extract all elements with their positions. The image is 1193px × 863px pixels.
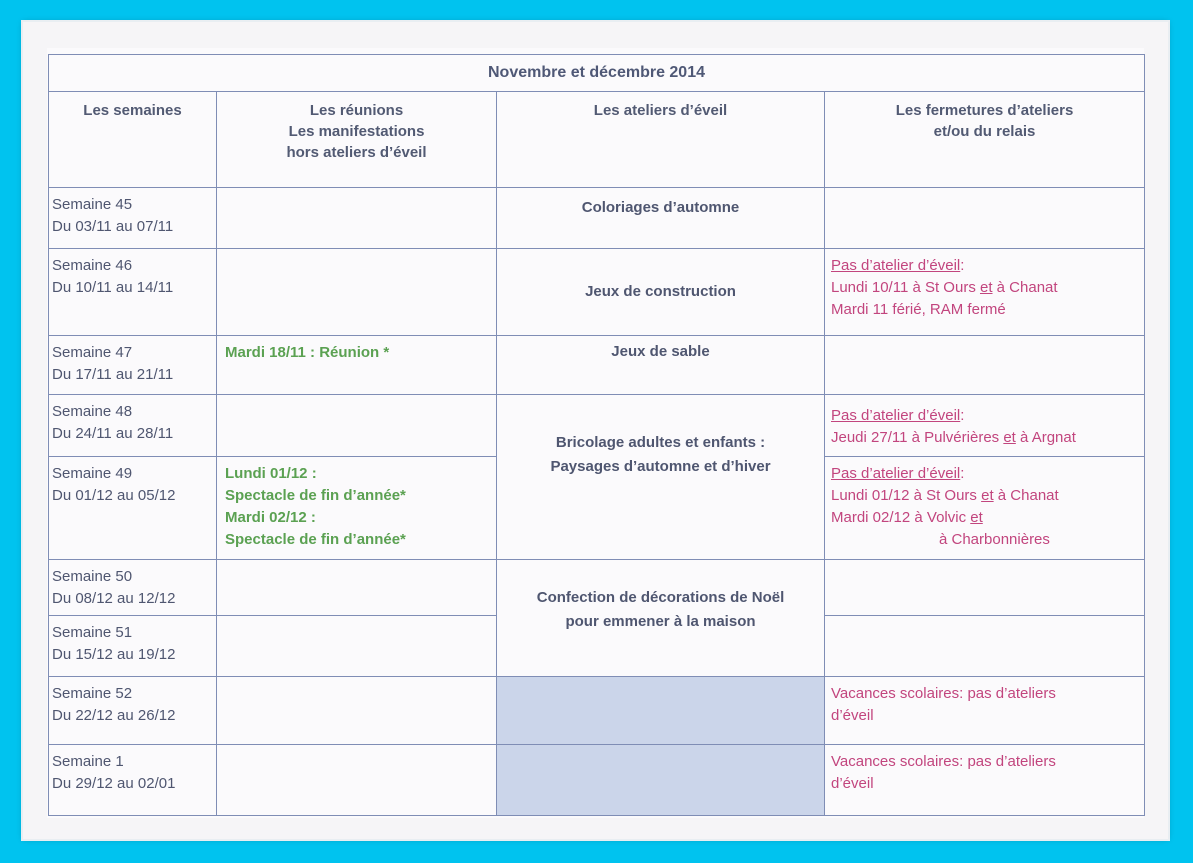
table-row <box>49 676 1145 745</box>
meeting-cell <box>217 188 497 248</box>
meeting-cell <box>217 248 497 336</box>
closure-cell: Vacances scolaires: pas d’ateliers d’éveil <box>825 676 1145 745</box>
closure-cell: Pas d’atelier d’éveil: Lundi 01/12 à St Ours et à Chanat Mardi 02/12 à Volvic et à Charbonnières <box>825 457 1145 560</box>
closure-cell: Pas d’atelier d’éveil: Jeudi 27/11 à Pulvérières et à Argnat <box>825 394 1145 456</box>
meeting-cell <box>217 559 497 615</box>
meeting-cell: Mardi 18/11 : Réunion * <box>217 336 497 394</box>
header-weeks: Les semaines <box>49 92 217 188</box>
week-cell: Semaine 45 Du 03/11 au 07/11 <box>49 188 217 248</box>
table-title: Novembre et décembre 2014 <box>49 55 1145 92</box>
closure-cell: Vacances scolaires: pas d’ateliers d’éveil <box>825 745 1145 816</box>
meeting-cell <box>217 676 497 745</box>
week-cell: Semaine 50 Du 08/12 au 12/12 <box>49 559 217 615</box>
header-meetings: Les réunions Les manifestations hors ateliers d’éveil <box>217 92 497 188</box>
week-cell: Semaine 1 Du 29/12 au 02/01 <box>49 745 217 816</box>
header-workshops: Les ateliers d’éveil <box>497 92 825 188</box>
table-row <box>49 248 1145 336</box>
week-cell: Semaine 49 Du 01/12 au 05/12 <box>49 457 217 560</box>
week-cell: Semaine 46 Du 10/11 au 14/11 <box>49 248 217 336</box>
meeting-cell <box>217 616 497 676</box>
closure-cell <box>825 336 1145 394</box>
header-closures: Les fermetures d’ateliers et/ou du relais <box>825 92 1145 188</box>
meeting-cell <box>217 745 497 816</box>
table-row <box>49 559 1145 615</box>
workshop-cell: Bricolage adultes et enfants : Paysages d’automne et d’hiver <box>497 394 825 559</box>
closure-cell <box>825 559 1145 615</box>
schedule-table <box>48 54 1145 816</box>
week-cell: Semaine 52 Du 22/12 au 26/12 <box>49 676 217 745</box>
workshop-cell: Coloriages d’automne <box>497 188 825 248</box>
table-row <box>49 745 1145 816</box>
workshop-cell: Jeux de construction <box>497 248 825 336</box>
workshop-cell: Jeux de sable <box>497 336 825 394</box>
week-cell: Semaine 47 Du 17/11 au 21/11 <box>49 336 217 394</box>
table-row <box>49 188 1145 248</box>
closure-cell: Pas d’atelier d’éveil: Lundi 10/11 à St Ours et à Chanat Mardi 11 férié, RAM fermé <box>825 248 1145 336</box>
meeting-cell: Lundi 01/12 : Spectacle de fin d’année* Mardi 02/12 : Spectacle de fin d’année* <box>217 457 497 560</box>
closure-cell <box>825 616 1145 676</box>
workshop-cell-shaded <box>497 676 825 745</box>
week-cell: Semaine 51 Du 15/12 au 19/12 <box>49 616 217 676</box>
table-row <box>49 336 1145 394</box>
week-cell: Semaine 48 Du 24/11 au 28/11 <box>49 394 217 456</box>
workshop-cell: Confection de décorations de Noël pour emmener à la maison <box>497 559 825 676</box>
table-row <box>49 394 1145 456</box>
workshop-cell-shaded <box>497 745 825 816</box>
closure-cell <box>825 188 1145 248</box>
meeting-cell <box>217 394 497 456</box>
